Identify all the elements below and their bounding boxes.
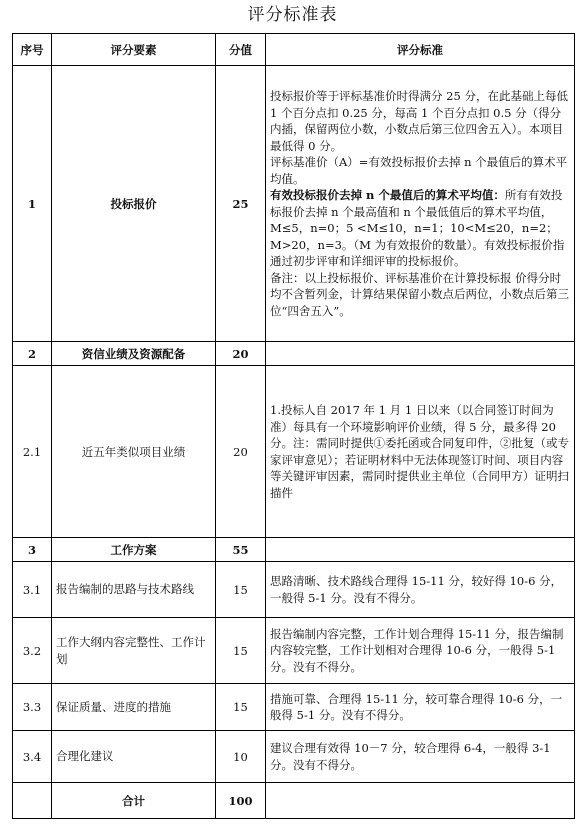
total-criteria <box>266 783 575 819</box>
table-row <box>13 731 575 783</box>
row-item: 工作方案 <box>52 538 216 562</box>
row-item: 保证质量、进度的措施 <box>52 684 216 731</box>
row-score: 55 <box>216 538 266 562</box>
header-criteria: 评分标准 <box>266 34 575 66</box>
row-item: 投标报价 <box>52 66 216 342</box>
total-score: 100 <box>216 783 266 819</box>
row-no: 1 <box>13 66 52 342</box>
row-criteria: 思路清晰、技术路线合理得 15-11 分，较好得 10-6 分，一般得 5-1 分。没有不得分。 <box>266 562 575 618</box>
row-score: 10 <box>216 731 266 783</box>
table-row <box>13 618 575 684</box>
header-score: 分值 <box>216 34 266 66</box>
table-row <box>13 684 575 731</box>
row-score: 15 <box>216 562 266 618</box>
row-item: 合理化建议 <box>52 731 216 783</box>
page-title: 评分标准表 <box>247 5 338 25</box>
row-no: 3.4 <box>13 731 52 783</box>
criteria-text: 所有有效投标报价去掉 n 个最高值和 n 个最低值后的算术平均值，M≤5，n=0；5 <M≤10，n=1；10<M≤20，n=2；M>20，n=3。（M 为有效报价的数量）。有效投标报价指通过初步评审和详细评审的投标报价。 <box>270 188 565 268</box>
criteria-paragraph: 评标基准价（A）=有效投标报价去掉 n 个最值后的算术平均值。 <box>270 155 568 186</box>
total-label: 合计 <box>52 783 216 819</box>
row-criteria: 报告编制内容完整，工作计划合理得 15-11 分，报告编制内容较完整，工作计划相对合理得 10-6 分，一般得 5-1 分。没有不得分。 <box>266 618 575 684</box>
header-item: 评分要素 <box>52 34 216 66</box>
table-row <box>13 366 575 538</box>
row-no: 2.1 <box>13 366 52 538</box>
criteria-paragraph: 投标报价等于评标基准价时得满分 25 分，在此基础上每低 1 个百分点扣 0.25 分，每高 1 个百分点扣 0.5 分（得分内插，保留两位小数，小数点后第三位四舍五入）。本项目最低得 0 分。 <box>270 89 568 153</box>
row-no: 2 <box>13 342 52 366</box>
row-item: 工作大纲内容完整性、工作计划 <box>52 618 216 684</box>
row-score: 25 <box>216 66 266 342</box>
row-criteria: 措施可靠、合理得 15-11 分，较可靠合理得 10-6 分，一般得 5-1 分。没有不得分。 <box>266 684 575 731</box>
criteria-note: 备注：以上投标报价、评标基准价在计算投标报 价得分时均不含暂列金，计算结果保留小数点后两位，小数点后第三位“四舍五入”。 <box>270 270 569 318</box>
total-row <box>13 783 575 819</box>
row-criteria: 1.投标人自 2017 年 1 月 1 日以来（以合同签订时间为准）每具有一个环境影响评价业绩，得 5 分，最多得 20 分。注：需同时提供①委托函或合同复印件，②批复（或专家评审意见）；若证明材料中无法体现签订时间、项目内容等关键评审因素，需同时提供业主单位（合同甲方）证明扫描件 <box>266 366 575 538</box>
row-criteria <box>266 66 575 342</box>
row-no: 3.1 <box>13 562 52 618</box>
row-no: 3.2 <box>13 618 52 684</box>
row-no: 3 <box>13 538 52 562</box>
row-criteria <box>266 538 575 562</box>
criteria-paragraph <box>270 187 570 270</box>
row-item: 资信业绩及资源配备 <box>52 342 216 366</box>
row-no: 3.3 <box>13 684 52 731</box>
row-criteria: 建议合理有效得 10－7 分，较合理得 6-4，一般得 3-1 分。没有不得分。 <box>266 731 575 783</box>
row-item: 近五年类似项目业绩 <box>52 366 216 538</box>
table-row <box>13 66 575 342</box>
row-score: 20 <box>216 342 266 366</box>
table-row <box>13 562 575 618</box>
row-score: 15 <box>216 684 266 731</box>
header-row <box>13 34 575 66</box>
criteria-bold-text: 有效投标报价去掉 n 个最值后的算术平均值： <box>270 188 505 202</box>
row-item: 报告编制的思路与技术路线 <box>52 562 216 618</box>
header-no: 序号 <box>13 34 52 66</box>
score-table <box>12 33 575 819</box>
row-score: 20 <box>216 366 266 538</box>
table-row <box>13 538 575 562</box>
row-score: 15 <box>216 618 266 684</box>
total-no <box>13 783 52 819</box>
row-criteria <box>266 342 575 366</box>
table-row <box>13 342 575 366</box>
